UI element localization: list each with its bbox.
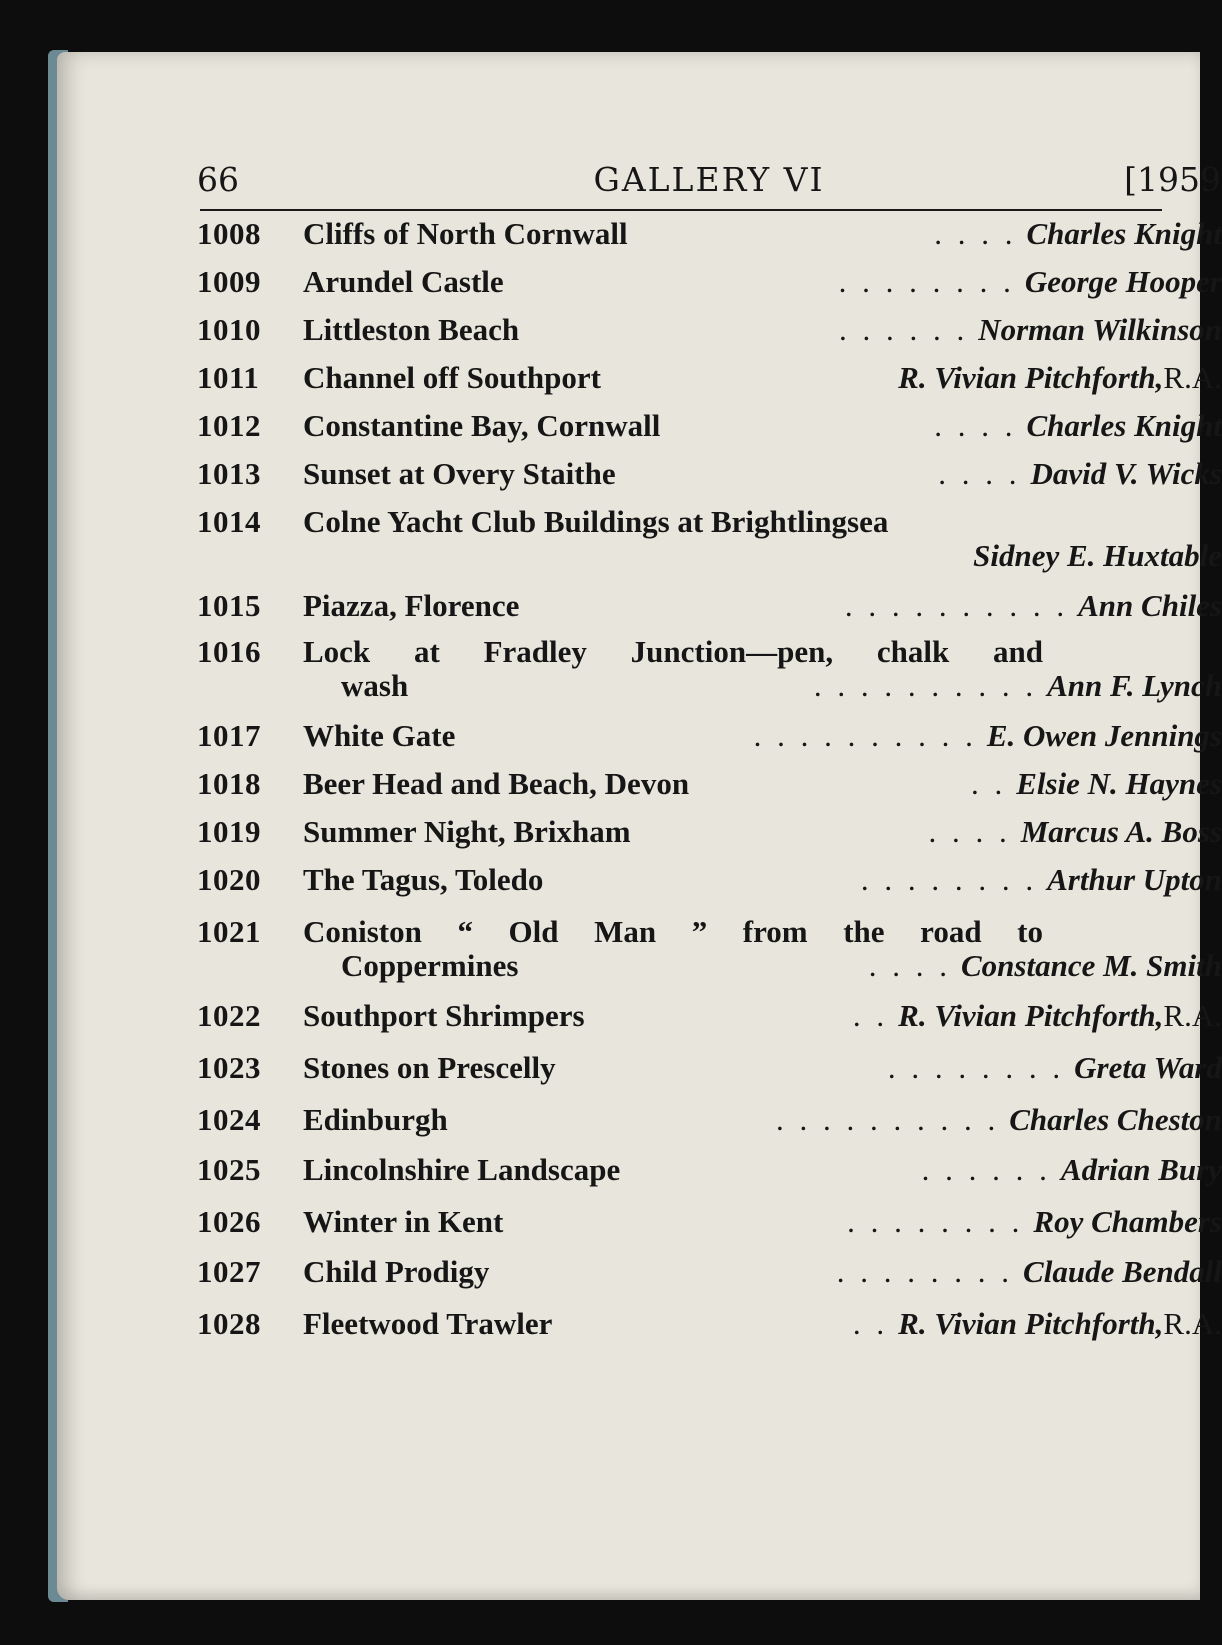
- entry-artist: Norman Wilkinson: [978, 312, 1222, 347]
- entry-body: [303, 313, 1222, 347]
- leader-dots: . . . .: [934, 408, 1017, 443]
- entry-artist: Sidney E. Huxtable: [973, 538, 1222, 573]
- catalogue-entry: [197, 1103, 1222, 1137]
- entry-number: 1026: [197, 1204, 261, 1239]
- entry-artist: Marcus A. Boss: [1020, 814, 1222, 849]
- catalogue-entry: [197, 1205, 1222, 1239]
- entry-number: 1015: [197, 588, 261, 623]
- catalogue-entry: [197, 863, 1222, 897]
- entry-body: [303, 1153, 1222, 1187]
- entry-number: 1014: [197, 504, 261, 539]
- entry-number: 1024: [197, 1102, 261, 1137]
- entry-artist: Ann F. Lynch: [1047, 668, 1222, 703]
- entry-title: Channel off Southport: [303, 360, 601, 395]
- entry-artist: Ann Chiles: [1078, 588, 1222, 623]
- catalogue-entry: [197, 1153, 1222, 1187]
- entry-title: Edinburgh: [303, 1102, 448, 1137]
- entry-number: 1009: [197, 264, 261, 299]
- running-head: [197, 160, 1221, 204]
- catalogue-entry: [197, 589, 1222, 623]
- entry-artist: E. Owen Jennings: [986, 718, 1222, 753]
- header-rule: [200, 209, 1162, 211]
- entry-title: Winter in Kent: [303, 1204, 504, 1239]
- leader-dots: . . . . . . . . . .: [844, 588, 1069, 623]
- entry-artist: R. Vivian Pitchforth,: [898, 998, 1164, 1033]
- entry-number: 1008: [197, 216, 261, 251]
- entry-artist: David V. Wicks: [1030, 456, 1222, 491]
- entry-artist: Adrian Bury: [1060, 1152, 1222, 1187]
- catalogue-entry: [197, 999, 1222, 1033]
- catalogue-page: [57, 52, 1222, 1600]
- entry-body: [303, 217, 1222, 251]
- entry-title: Stones on Prescelly: [303, 1050, 556, 1085]
- leader-dots: . . . . . . . . . .: [775, 1102, 1000, 1137]
- catalogue-entry: [197, 1307, 1222, 1341]
- catalogue-entry: [197, 767, 1222, 801]
- catalogue-entry: [197, 361, 1222, 395]
- leader-dots: . .: [852, 998, 889, 1033]
- entry-artist: R. Vivian Pitchforth,: [898, 360, 1164, 395]
- entry-body: [303, 1051, 1222, 1085]
- entry-number: 1010: [197, 312, 261, 347]
- entry-artist: Elsie N. Haynes: [1016, 766, 1222, 801]
- entry-body: [303, 1255, 1222, 1289]
- leader-dots: . . . .: [938, 456, 1021, 491]
- entry-body: [303, 863, 1222, 897]
- leader-dots: . . . . . .: [838, 312, 969, 347]
- entry-title: Child Prodigy: [303, 1254, 490, 1289]
- entry-title: White Gate: [303, 718, 456, 753]
- entry-title: Beer Head and Beach, Devon: [303, 766, 690, 801]
- entry-body: [303, 1205, 1222, 1239]
- catalogue-entry: [197, 1255, 1222, 1289]
- leader-dots: . .: [852, 1306, 889, 1341]
- year: [1959: [1124, 160, 1221, 199]
- catalogue-entry: [197, 719, 1222, 753]
- entry-artist: Charles Knight: [1026, 408, 1222, 443]
- entry-body: [303, 361, 1222, 395]
- entry-body: [303, 505, 1222, 573]
- entry-body: [303, 635, 1222, 703]
- entry-number: 1011: [197, 360, 260, 395]
- entry-body: [303, 1103, 1222, 1137]
- catalogue-entry: [197, 915, 1222, 983]
- catalogue-entry: [197, 265, 1222, 299]
- entry-title: Fleetwood Trawler: [303, 1306, 553, 1341]
- entry-title: Coppermines: [341, 948, 519, 983]
- entry-title: Arundel Castle: [303, 264, 504, 299]
- entry-artist: George Hooper: [1024, 264, 1222, 299]
- entry-body: [303, 589, 1222, 623]
- leader-dots: . . . .: [868, 948, 951, 983]
- gallery-title: GALLERY VI: [593, 160, 825, 199]
- leader-dots: . . . . . . . .: [836, 1254, 1014, 1289]
- entry-title: The Tagus, Toledo: [303, 862, 544, 897]
- entry-body: [303, 265, 1222, 299]
- catalogue-entry: [197, 505, 1222, 573]
- entry-body: [303, 409, 1222, 443]
- entry-number: 1012: [197, 408, 261, 443]
- entry-title: Coniston “ Old Man ” from the road to: [303, 914, 1043, 949]
- catalogue-entry: [197, 815, 1222, 849]
- entry-artist: Greta Ward: [1074, 1050, 1222, 1085]
- leader-dots: . . . . . . . .: [860, 862, 1038, 897]
- entry-number: 1023: [197, 1050, 261, 1085]
- leader-dots: . . . . . . . .: [887, 1050, 1065, 1085]
- entry-number: 1022: [197, 998, 261, 1033]
- entry-number: 1016: [197, 634, 261, 669]
- entry-title: wash: [341, 668, 409, 703]
- entry-number: 1019: [197, 814, 261, 849]
- entry-body: [303, 815, 1222, 849]
- entry-number: 1018: [197, 766, 261, 801]
- catalogue-entry: [197, 409, 1222, 443]
- entry-body: [303, 719, 1222, 753]
- entry-number: 1025: [197, 1152, 261, 1187]
- entry-artist: Arthur Upton: [1047, 862, 1222, 897]
- entry-artist: Constance M. Smith: [961, 948, 1222, 983]
- leader-dots: . . . . . . . . . .: [813, 668, 1038, 703]
- entry-number: 1013: [197, 456, 261, 491]
- entry-artist: Charles Cheston: [1009, 1102, 1222, 1137]
- catalogue-entry: [197, 313, 1222, 347]
- entry-number: 1027: [197, 1254, 261, 1289]
- entry-artist: R. Vivian Pitchforth,: [898, 1306, 1164, 1341]
- catalogue-entry: [197, 1051, 1222, 1085]
- entry-artist: Charles Knight: [1026, 216, 1222, 251]
- leader-dots: . . . . . . . . . .: [753, 718, 977, 753]
- leader-dots: . . . .: [934, 216, 1017, 251]
- leader-dots: . . . . . . . .: [838, 264, 1015, 299]
- entry-artist-suffix: R.A.: [1163, 998, 1222, 1033]
- entry-number: 1028: [197, 1306, 261, 1341]
- entry-artist: Roy Chambers: [1033, 1204, 1222, 1239]
- entry-title: Cliffs of North Cornwall: [303, 216, 628, 251]
- entry-body: [303, 1307, 1222, 1341]
- entry-number: 1017: [197, 718, 261, 753]
- catalogue-entry: [197, 217, 1222, 251]
- entry-artist: Claude Bendall: [1023, 1254, 1222, 1289]
- entry-body: [303, 915, 1222, 983]
- entry-body: [303, 767, 1222, 801]
- entry-title: Colne Yacht Club Buildings at Brightlingsea: [303, 504, 889, 539]
- entry-title: Lincolnshire Landscape: [303, 1152, 621, 1187]
- entry-number: 1020: [197, 862, 261, 897]
- catalogue-entry: [197, 457, 1222, 491]
- leader-dots: . .: [970, 766, 1007, 801]
- entry-title: Constantine Bay, Cornwall: [303, 408, 661, 443]
- entry-body: [303, 457, 1222, 491]
- catalogue-entry: [197, 635, 1222, 703]
- entry-body: [303, 999, 1222, 1033]
- entry-number: 1021: [197, 914, 261, 949]
- entry-title: Sunset at Overy Staithe: [303, 456, 616, 491]
- leader-dots: . . . . . .: [921, 1152, 1051, 1187]
- entry-title: Littleston Beach: [303, 312, 520, 347]
- entry-title: Piazza, Florence: [303, 588, 520, 623]
- entry-title: Lock at Fradley Junction—pen, chalk and: [303, 634, 1043, 669]
- entry-title: Southport Shrimpers: [303, 998, 585, 1033]
- entry-title: Summer Night, Brixham: [303, 814, 631, 849]
- page-number: 66: [197, 160, 239, 199]
- leader-dots: . . . .: [928, 814, 1011, 849]
- leader-dots: . . . . . . . .: [847, 1204, 1024, 1239]
- entry-artist-suffix: R.A.: [1163, 360, 1222, 395]
- entry-artist-suffix: R.A.: [1163, 1306, 1222, 1341]
